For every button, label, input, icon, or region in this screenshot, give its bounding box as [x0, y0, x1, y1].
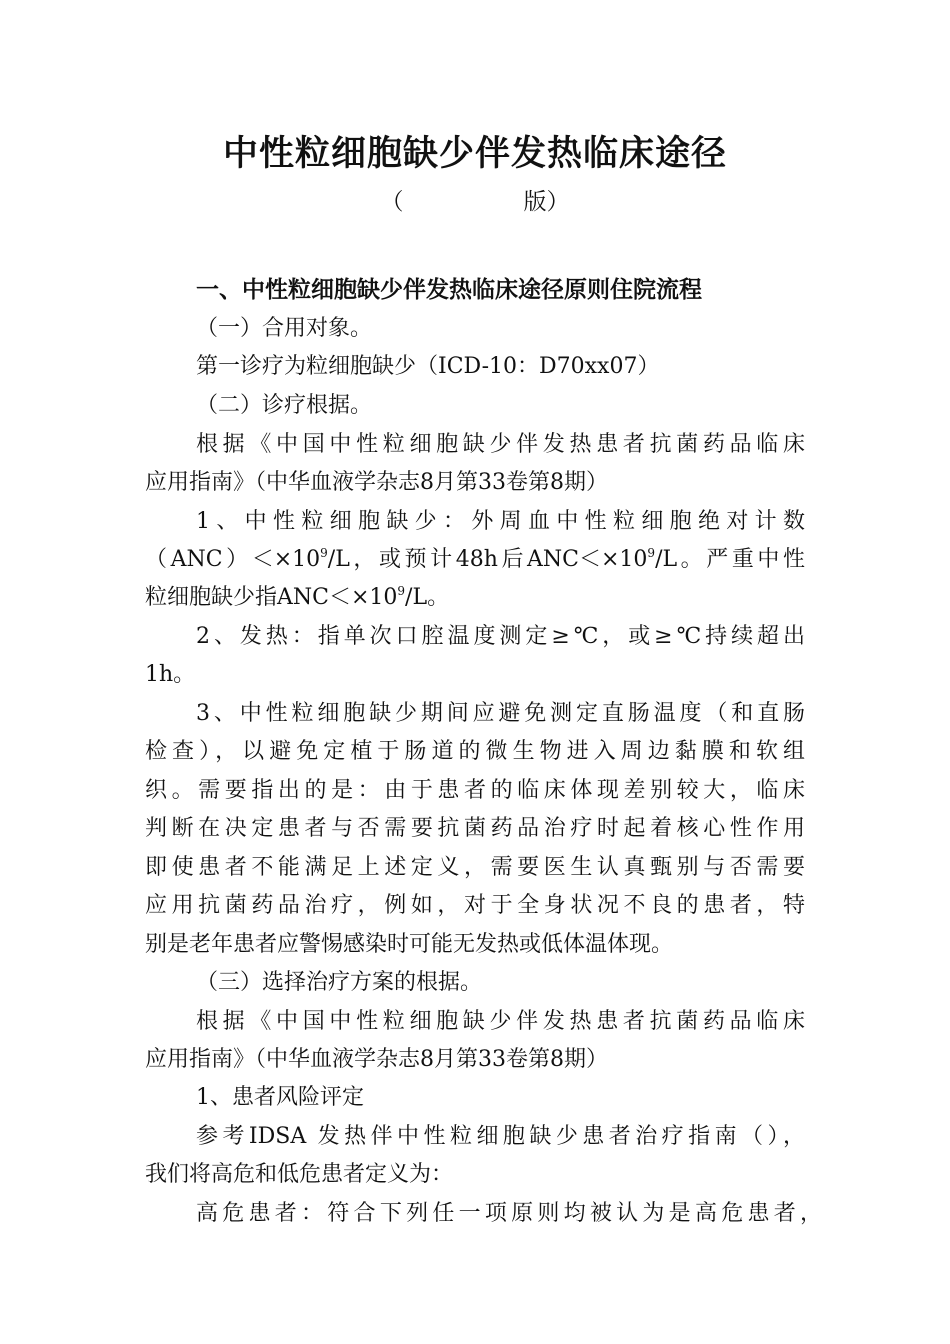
idsa-line-2: 我们将高危和低危患者定义为：	[145, 1162, 454, 1187]
item1-line-2-a: （ANC）＜×10	[145, 547, 321, 572]
basis-line-2: 应用指南》（中华血液学杂志8月第33卷第8期）	[145, 470, 608, 495]
item1-line-2-c: /L。严重中性	[655, 547, 805, 572]
exponent: 9	[320, 546, 328, 560]
item3-line: 应用抗菌药品治疗，例如，对于全身状况不良的患者，特	[145, 893, 805, 918]
idsa-line-1: 参考IDSA 发热伴中性粒细胞缺少患者治疗指南（），	[196, 1124, 805, 1149]
item1-line-2-b: /L，或预计48h后ANC＜×10	[327, 547, 648, 572]
item2-line-1: 2、发热：指单次口腔温度测定≥℃，或≥℃持续超出	[196, 624, 805, 649]
subheading-3: （三）选择治疗方案的根据。	[196, 970, 483, 995]
subheading-1: （一）合用对象。	[196, 316, 373, 341]
item1-line-3-b: /L。	[405, 585, 450, 610]
basis-line-1: 根据《中国中性粒细胞缺少伴发热患者抗菌药品临床	[196, 1009, 805, 1034]
subheading-2: （二）诊疗根据。	[196, 393, 373, 418]
item3-line: 检查），以避免定植于肠道的微生物进入周边黏膜和软组	[145, 739, 805, 764]
basis-line-1: 根据《中国中性粒细胞缺少伴发热患者抗菌药品临床	[196, 432, 805, 457]
item1-line-3	[145, 580, 449, 611]
edition-open: （	[380, 189, 404, 215]
document-title: 中性粒细胞缺少伴发热临床途径	[222, 134, 727, 174]
item2-line-2: 1h。	[145, 662, 196, 687]
item3-line: 判断在决定患者与否需要抗菌药品治疗时起着核心性作用	[145, 816, 805, 841]
item3-line: 别是老年患者应警惕感染时可能无发热或低体温体现。	[145, 932, 674, 957]
edition-line	[0, 183, 950, 216]
item1-line-3-a: 粒细胞缺少指ANC＜×10	[145, 585, 398, 610]
paragraph-applicable-object: 第一诊疗为粒细胞缺少（ICD-10：D70xx07）	[196, 354, 660, 379]
item1-line-1: 1、中性粒细胞缺少：外周血中性粒细胞绝对计数	[196, 509, 805, 534]
basis-line-2: 应用指南》（中华血液学杂志8月第33卷第8期）	[145, 1047, 608, 1072]
section-heading: 一、中性粒细胞缺少伴发热临床途径原则住院流程	[196, 277, 702, 303]
high-risk-line: 高危患者：符合下列任一项原则均被认为是高危患者，	[196, 1201, 822, 1226]
item3-line: 即使患者不能满足上述定义，需要医生认真甄别与否需要	[145, 855, 805, 880]
exponent: 9	[397, 584, 406, 598]
exponent: 9	[647, 546, 656, 560]
risk-heading: 1、患者风险评定	[196, 1085, 364, 1110]
item3-line: 3、中性粒细胞缺少期间应避免测定直肠温度（和直肠	[196, 701, 805, 726]
edition-close: 版）	[523, 189, 570, 215]
item3-line: 织。需要指出的是：由于患者的临床体现差别较大，临床	[145, 778, 805, 803]
item1-line-2	[145, 542, 805, 573]
